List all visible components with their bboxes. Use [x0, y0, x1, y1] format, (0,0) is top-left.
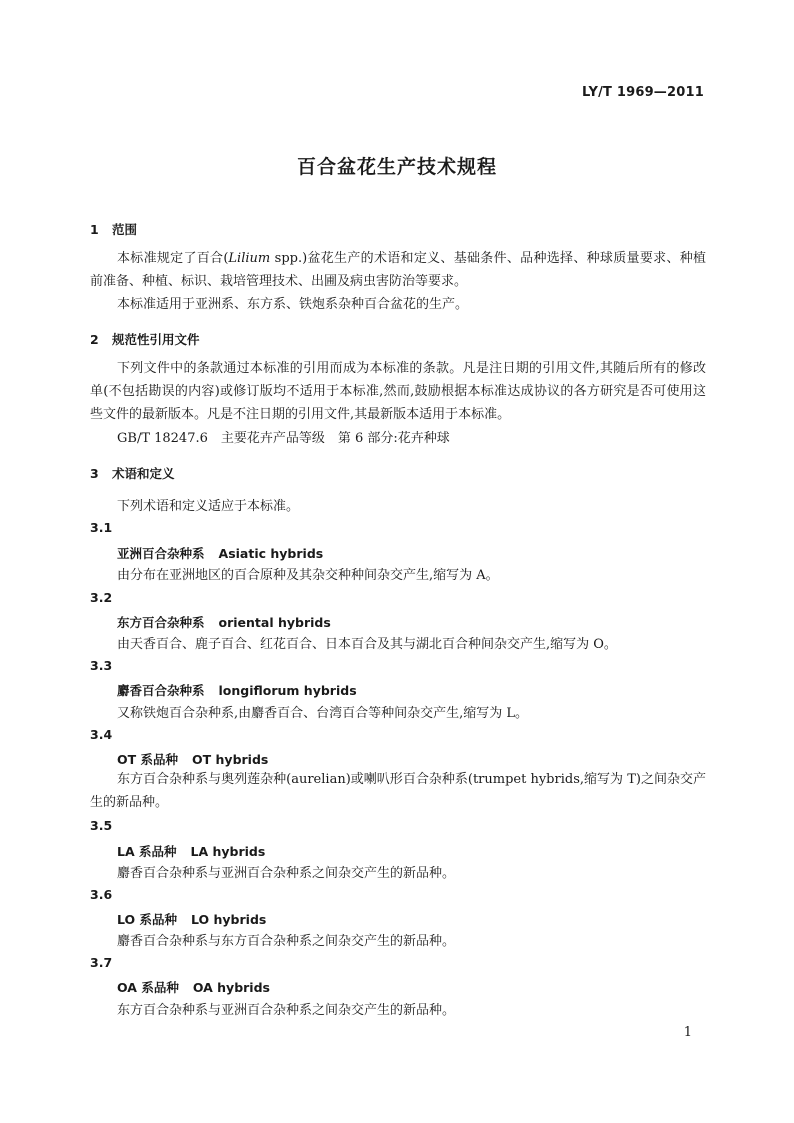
latin-genus: Lilium — [228, 251, 271, 266]
term-heading: 麝香百合杂种系 longiflorum hybrids — [117, 683, 357, 698]
term-number: 3.4 — [90, 727, 113, 742]
term-number: 3.5 — [90, 818, 113, 833]
section-number: 3 — [90, 466, 99, 481]
term-definition: 由天香百合、鹿子百合、红花百合、日本百合及其与湖北百合种间杂交产生,缩写为 O。 — [117, 637, 617, 652]
document-title: 百合盆花生产技术规程 — [296, 156, 497, 178]
term-heading: OT 系品种 OT hybrids — [117, 752, 269, 767]
term-heading: LO 系品种 LO hybrids — [117, 912, 267, 927]
section-heading-normative-refs — [90, 330, 200, 348]
section-heading-terms — [90, 464, 175, 482]
term-heading: 东方百合杂种系 oriental hybrids — [117, 615, 331, 630]
term-heading: LA 系品种 LA hybrids — [117, 844, 266, 859]
term-number: 3.3 — [90, 658, 113, 673]
term-number: 3.2 — [90, 590, 113, 605]
standard-code: LY/T 1969—2011 — [582, 85, 704, 100]
term-definition: 又称铁炮百合杂种系,由麝香百合、台湾百合等种间杂交产生,缩写为 L。 — [117, 706, 529, 721]
term-definition: 麝香百合杂种系与亚洲百合杂种系之间杂交产生的新品种。 — [117, 866, 456, 881]
term-heading: OA 系品种 OA hybrids — [117, 980, 270, 995]
term-number: 3.1 — [90, 520, 113, 535]
scope-paragraph-1: 本标准规定了百合(Lilium spp.)盆花生产的术语和定义、基础条件、品种选择、种球质量要求、种植前准备、种植、标识、栽培管理技术、出圃及病虫害防治等要求。 — [90, 251, 706, 289]
term-definition: 由分布在亚洲地区的百合原种及其杂交种种间杂交产生,缩写为 A。 — [117, 568, 499, 583]
section-title: 术语和定义 — [112, 466, 175, 481]
term-definition: 东方百合杂种系与亚洲百合杂种系之间杂交产生的新品种。 — [117, 1003, 456, 1018]
section-heading-scope — [90, 220, 137, 238]
term-definition: 东方百合杂种系与奥列莲杂种(aurelian)或喇叭形百合杂种系(trumpet hybrids,缩写为 T)之间杂交产生的新品种。 — [90, 772, 706, 810]
term-number: 3.6 — [90, 887, 113, 902]
section-number: 1 — [90, 222, 99, 237]
term-definition: 麝香百合杂种系与东方百合杂种系之间杂交产生的新品种。 — [117, 934, 456, 949]
section-title: 范围 — [112, 222, 138, 237]
reference-gb-t-18247-6: GB/T 18247.6 主要花卉产品等级 第 6 部分:花卉种球 — [117, 431, 450, 446]
term-heading: 亚洲百合杂种系 Asiatic hybrids — [117, 546, 324, 561]
term-number: 3.7 — [90, 955, 113, 970]
page-number: 1 — [683, 1025, 692, 1040]
scope-paragraph-2: 本标准适用于亚洲系、东方系、铁炮系杂种百合盆花的生产。 — [117, 297, 469, 312]
section-number: 2 — [90, 332, 99, 347]
normative-refs-paragraph: 下列文件中的条款通过本标准的引用而成为本标准的条款。凡是注日期的引用文件,其随后所有的修改单(不包括勘误的内容)或修订版均不适用于本标准,然而,鼓励根据本标准达成协议的各方研究是否可使用这些文件的最新版本。凡是不注日期的引用文件,其最新版本适用于本标准。 — [90, 361, 706, 422]
terms-intro: 下列术语和定义适应于本标准。 — [117, 499, 300, 514]
section-title: 规范性引用文件 — [112, 332, 200, 347]
